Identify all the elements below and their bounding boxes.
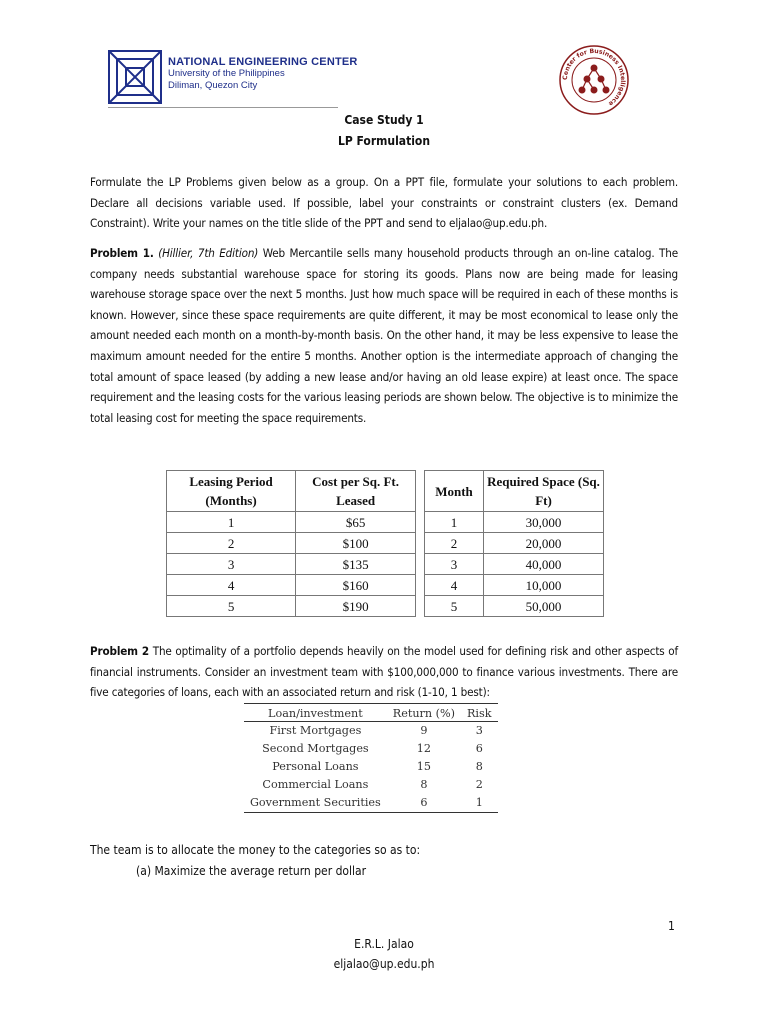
problem-2-text: The optimality of a portfolio depends heavily on the model used for defining risk and other aspects of financial instruments. Consider an investment team with $100,000,000 to finance various investments. There are five categories of loans, each with an associated return and risk (1-10, 1 best):	[90, 644, 678, 700]
loan-investment-table	[244, 703, 498, 813]
table-row	[167, 596, 416, 617]
case-study-title: Case Study 1	[344, 113, 424, 127]
org-line-2: Diliman, Quezon City	[168, 80, 258, 91]
lease-cost-cell: $135	[296, 554, 416, 575]
lease-period-cell: 3	[167, 554, 296, 575]
org-title: NATIONAL ENGINEERING CENTER	[168, 56, 358, 68]
allocation-line-1: The team is to allocate the money to the categories so as to:	[90, 843, 421, 857]
lease-cost-table	[166, 470, 416, 617]
lp-formulation-title: LP Formulation	[337, 134, 431, 148]
space-cell: 50,000	[484, 596, 604, 617]
space-cell: 20,000	[484, 533, 604, 554]
footer-email: eljalao@up.edu.ph	[333, 957, 435, 971]
lease-table-header-cost: Cost per Sq. Ft. Leased	[296, 471, 416, 512]
lease-cost-cell: $190	[296, 596, 416, 617]
table-row	[244, 758, 498, 776]
space-requirement-table	[424, 470, 604, 617]
org-line-1: University of the Philippines	[168, 68, 285, 79]
month-cell: 2	[425, 533, 484, 554]
month-cell: 1	[425, 512, 484, 533]
space-cell: 40,000	[484, 554, 604, 575]
table-row	[167, 575, 416, 596]
space-table-header-space: Required Space (Sq. Ft)	[484, 471, 604, 512]
table-row	[425, 554, 604, 575]
month-cell: 5	[425, 596, 484, 617]
loan-name-cell: Commercial Loans	[262, 778, 369, 791]
loan-name-cell: First Mortgages	[269, 724, 362, 737]
footer-author: E.R.L. Jalao	[354, 937, 414, 951]
allocation-text	[90, 840, 420, 882]
table-row	[167, 512, 416, 533]
table-row	[425, 596, 604, 617]
lease-period-cell: 1	[167, 512, 296, 533]
lease-cost-cell: $65	[296, 512, 416, 533]
allocation-line-2: (a) Maximize the average return per dollar	[136, 864, 367, 878]
table-row	[244, 776, 498, 794]
header-org	[168, 56, 358, 92]
problem-1-label: Problem 1.	[90, 246, 154, 260]
loan-name-cell: Second Mortgages	[262, 742, 369, 755]
loan-name-cell: Government Securities	[244, 794, 387, 813]
loan-table-header-return: Return (%)	[387, 704, 461, 722]
loan-risk-cell: 6	[475, 742, 483, 755]
space-table-header-month: Month	[425, 471, 484, 512]
loan-return-cell: 8	[420, 778, 428, 791]
page-number: 1	[668, 919, 675, 933]
loan-risk-cell: 8	[475, 760, 483, 773]
lease-period-cell: 5	[167, 596, 296, 617]
lease-table-header-period: Leasing Period (Months)	[167, 471, 296, 512]
problem-1-text: Web Mercantile sells many household products through an on-line catalog. The company needs substantial warehouse space for storing its goods. Plans now are being made for leasing warehouse storage space over the next 5 months. Just how much space will be required in each of these months is known. However, since these space requirements are quite different, it may be most economical to lease only the amount needed each month on a month-by-month basis. On the other hand, it may be less expensive to lease the maximum amount needed for the entire 5 months. Another option is the intermediate approach of changing the total amount of space leased (by adding a new lease and/or having an old lease expire) at least once. The space requirement and the leasing costs for the various leasing periods are shown below. The objective is to minimize the total leasing cost for meeting the space requirements.	[90, 246, 678, 425]
lease-period-cell: 4	[167, 575, 296, 596]
loan-return-cell: 6	[387, 794, 461, 813]
problem-2-paragraph	[90, 641, 678, 703]
lease-period-cell: 2	[167, 533, 296, 554]
table-row	[244, 740, 498, 758]
loan-return-cell: 9	[420, 724, 428, 737]
loan-return-cell: 15	[416, 760, 432, 773]
table-row	[425, 575, 604, 596]
loan-risk-cell: 1	[461, 794, 498, 813]
table-row	[244, 722, 498, 741]
loan-return-cell: 12	[416, 742, 432, 755]
loan-risk-cell: 3	[475, 724, 483, 737]
problem-1-paragraph	[90, 243, 678, 428]
cbi-seal-icon	[558, 44, 630, 116]
month-cell: 4	[425, 575, 484, 596]
lease-cost-cell: $100	[296, 533, 416, 554]
space-cell: 30,000	[484, 512, 604, 533]
loan-table-header-investment: Loan/investment	[244, 704, 387, 722]
table-row	[167, 554, 416, 575]
space-cell: 10,000	[484, 575, 604, 596]
lease-cost-cell: $160	[296, 575, 416, 596]
table-row	[167, 533, 416, 554]
table-row	[425, 512, 604, 533]
header-rule	[108, 107, 338, 108]
nec-logo-icon	[108, 50, 162, 104]
loan-name-cell: Personal Loans	[272, 760, 359, 773]
loan-risk-cell: 2	[475, 778, 483, 791]
svg-text:Center for Business Intelligen	[562, 48, 626, 107]
month-cell: 3	[425, 554, 484, 575]
loan-table-header-risk: Risk	[461, 704, 498, 722]
table-row	[425, 533, 604, 554]
problem-1-source: (Hillier, 7th Edition)	[158, 246, 259, 260]
seal-text: Center for Business Intelligence	[561, 47, 627, 108]
intro-paragraph: Formulate the LP Problems given below as a group. On a PPT file, formulate your solutions to each problem. Declare all decisions variable used. If possible, label your constraints or constraint clusters (ex. Demand Constraint). Write your names on the title slide of the PPT and send to eljalao@up.edu.ph.	[90, 175, 678, 231]
problem-2-label: Problem 2	[90, 644, 150, 658]
table-row	[244, 794, 498, 813]
